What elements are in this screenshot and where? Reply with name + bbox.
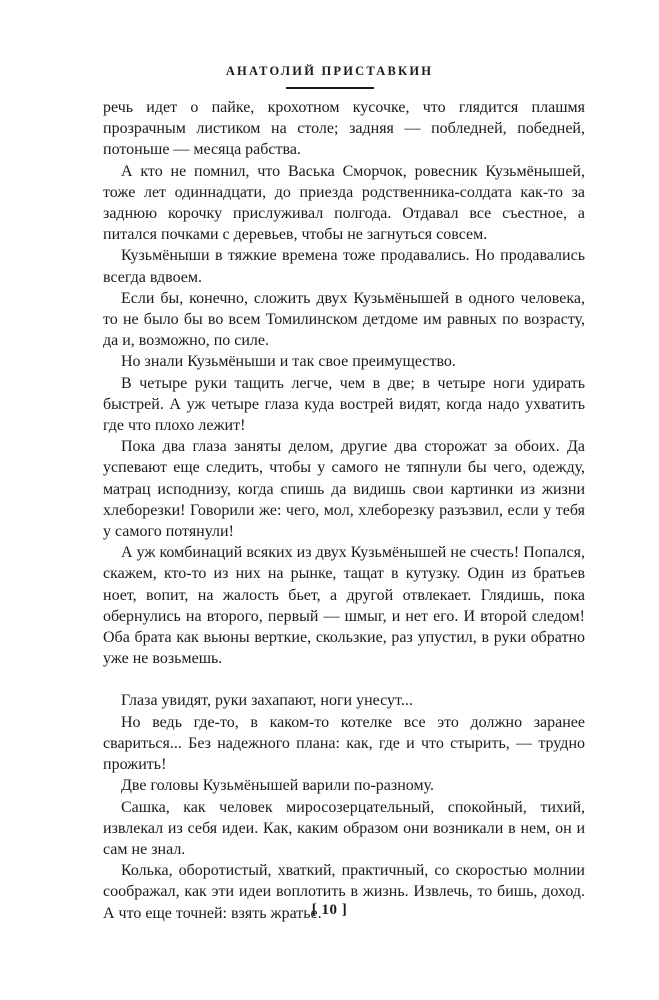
page-number: [ 10 ]: [311, 902, 348, 918]
paragraph: речь идет о пайке, крохотном кусочке, что глядится плашмя прозрачным листиком на столе; задняя — побледней, победней, потоньше — месяца рабства.: [103, 99, 585, 159]
paragraph: Пока два глаза заняты делом, другие два сторожат за обоих. Да успевают еще следить, чтобы у самого не тяпнули бы чего, одежду, матрац исподнизу, когда спишь да видишь свои картинки из жизни хлеборезки! Говорили же: чего, мол, хлеборезку разъзвил, если у тебя у самого потянули!: [103, 438, 585, 541]
paragraph: В четыре руки тащить легче, чем в две; в четыре ноги удирать быстрей. А уж четыре глаза куда вострей видят, когда надо ухватить где что плохо лежит!: [103, 374, 585, 435]
page-body: [103, 97, 585, 924]
author-name: АНАТОЛИЙ ПРИСТАВКИН: [225, 64, 434, 78]
paragraph: Колька, оборотистый, хваткий, практичный, со скоростью молнии соображал, как эти идеи воплотить в жизнь. Извлечь, то бишь, доход. А что еще точней: взять жратье.: [103, 862, 585, 922]
running-header: [0, 62, 659, 89]
paragraph: А уж комбинаций всяких из двух Кузьмёнышей не счесть! Попался, скажем, кто-то из них на рынке, тащат в кутузку. Один из братьев ноет, вопит, на жалость бьет, а другой отвлекает. Глядишь, пока обернулись на второго, первый — шмыг, и нет его. И второй следом! Оба брата как вьюны верткие, скользкие, раз упустил, в руки обратно уже не возьмешь.: [103, 544, 585, 668]
paragraph: Но знали Кузьмёныши и так свое преимущество.: [121, 353, 456, 371]
paragraph: Глаза увидят, руки захапают, ноги унесут...: [121, 692, 413, 710]
paragraph: Две головы Кузьмёнышей варили по-разному.: [121, 777, 434, 795]
header-rule: [286, 87, 374, 89]
paragraph: Сашка, как человек миросозерцательный, спокойный, тихий, извлекал из себя идеи. Как, каким образом они возникали в нем, он и сам не знал.: [103, 798, 585, 858]
paragraph: Если бы, конечно, сложить двух Кузьмёнышей в одного человека, то не было бы во всем Томилинском детдоме им равных по возрасту, да и, возможно, по силе.: [103, 289, 585, 350]
paragraph: Но ведь где-то, в каком-то котелке все это должно заранее свариться... Без надежного плана: как, где и что стырить, — трудно прожить!: [103, 713, 585, 774]
paragraph: А кто не помнил, что Васька Сморчок, ровесник Кузьмёнышей, тоже лет одиннадцати, до приезда родственника-солдата как-то за заднюю корочку прислуживал полгода. Отдавал все съестное, а питался почками с деревьев, чтобы не загнуться совсем.: [103, 162, 585, 244]
paragraph: Кузьмёныши в тяжкие времена тоже продавались. Но продавались всегда вдвоем.: [103, 247, 585, 286]
